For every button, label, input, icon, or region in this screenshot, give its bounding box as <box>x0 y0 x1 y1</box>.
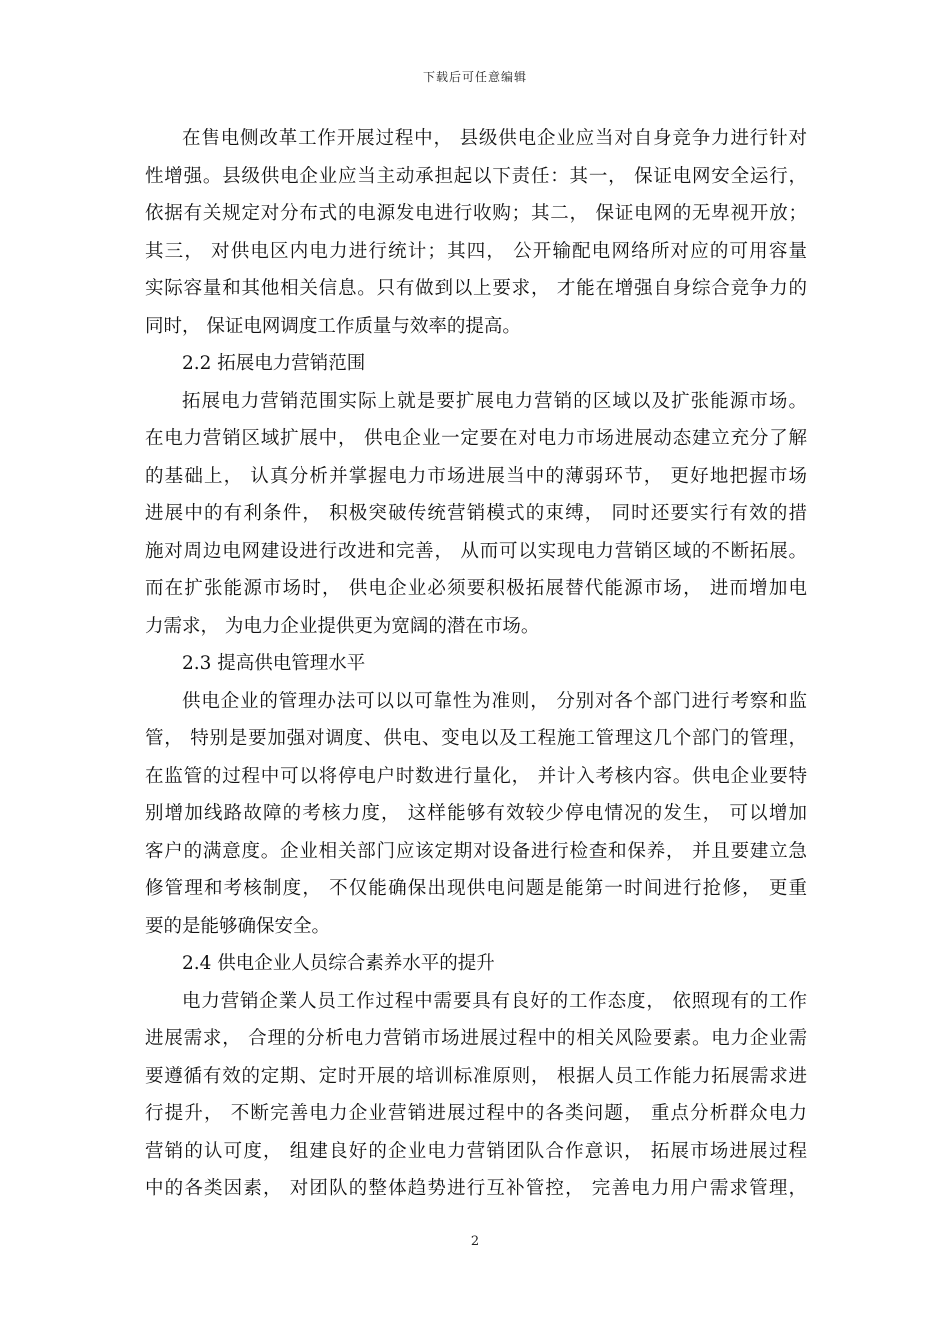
text-line: 施对周边电网建设进行改进和完善， 从而可以实现电力营销区域的不断拓展。 <box>145 540 807 562</box>
text-line: 在监管的过程中可以将停电户时数进行量化， 并计入考核内容。供电企业要特 <box>145 765 807 787</box>
text-line: 依据有关规定对分布式的电源发电进行收购；其二， 保证电网的无卑视开放； <box>145 203 807 224</box>
section-heading <box>145 345 807 383</box>
text-line: 管， 特别是要加强对调度、供电、变电以及工程施工管理这几个部门的管理， <box>145 728 807 749</box>
text-line: 同时， 保证电网调度工作质量与效率的提高。 <box>145 315 521 337</box>
text-line: 中的各类因素， 对团队的整体趋势进行互补管控， 完善电力用户需求管理， <box>145 1178 807 1199</box>
paragraph <box>145 983 807 1208</box>
page-header: 下载后可任意编辑 <box>422 70 527 84</box>
text-line: 在售电侧改革工作开展过程中， 县级供电企业应当对自身竞争力进行针对 <box>182 128 807 149</box>
text-line: 别增加线路故障的考核力度， 这样能够有效较少停电情况的发生， 可以增加 <box>145 803 807 824</box>
section-heading <box>145 945 807 983</box>
text-line: 行提升， 不断完善电力企业营销进展过程中的各类问题， 重点分析群众电力 <box>145 1103 807 1124</box>
text-line: 2.2 拓展电力营销范围 <box>182 353 366 374</box>
text-line: 的基础上， 认真分析并掌握电力市场进展当中的薄弱环节， 更好地把握市场 <box>145 465 807 487</box>
text-line: 拓展电力营销范围实际上就是要扩展电力营销的区域以及扩张能源市场。 <box>182 390 807 412</box>
text-line: 进展中的有利条件， 积极突破传统营销模式的束缚， 同时还要实行有效的措 <box>145 503 807 524</box>
text-line: 在电力营销区域扩展中， 供电企业一定要在对电力市场进展动态建立充分了解 <box>145 428 807 449</box>
text-line: 力需求， 为电力企业提供更为宽阔的潜在市场。 <box>145 615 540 637</box>
page-number: 2 <box>470 1234 480 1249</box>
text-line: 修管理和考核制度， 不仅能确保出现供电问题是能第一时间进行抢修， 更重 <box>145 878 807 899</box>
text-line: 要遵循有效的定期、定时开展的培训标准原则， 根据人员工作能力拓展需求进 <box>145 1065 807 1087</box>
text-line: 2.3 提高供电管理水平 <box>182 653 366 674</box>
text-line: 供电企业的管理办法可以以可靠性为准则， 分别对各个部门进行考察和监 <box>182 690 807 712</box>
paragraph <box>145 120 807 345</box>
text-line: 进展需求， 合理的分析电力营销市场进展过程中的相关风险要素。电力企业需 <box>145 1028 807 1049</box>
document-body <box>145 120 807 1208</box>
paragraph <box>145 383 807 646</box>
text-line: 实际容量和其他相关信息。只有做到以上要求， 才能在增强自身综合竞争力的 <box>145 278 807 299</box>
text-line: 2.4 供电企业人员综合素养水平的提升 <box>182 953 495 974</box>
text-line: 要的是能够确保安全。 <box>145 915 331 937</box>
text-line: 其三， 对供电区内电力进行统计；其四， 公开输配电网络所对应的可用容量 <box>145 240 807 262</box>
section-heading <box>145 645 807 683</box>
text-line: 电力营销企業人员工作过程中需要具有良好的工作态度， 依照现有的工作 <box>182 990 807 1012</box>
text-line: 性增强。县级供电企业应当主动承担起以下责任：其一， 保证电网安全运行， <box>145 165 807 187</box>
text-line: 而在扩张能源市场时， 供电企业必须要积极拓展替代能源市场， 进而增加电 <box>145 578 807 599</box>
text-line: 客户的满意度。企业相关部门应该定期对设备进行检查和保养， 并且要建立急 <box>145 840 807 862</box>
paragraph <box>145 683 807 946</box>
text-line: 营销的认可度， 组建良好的企业电力营销团队合作意识， 拓展市场进展过程 <box>145 1140 807 1162</box>
